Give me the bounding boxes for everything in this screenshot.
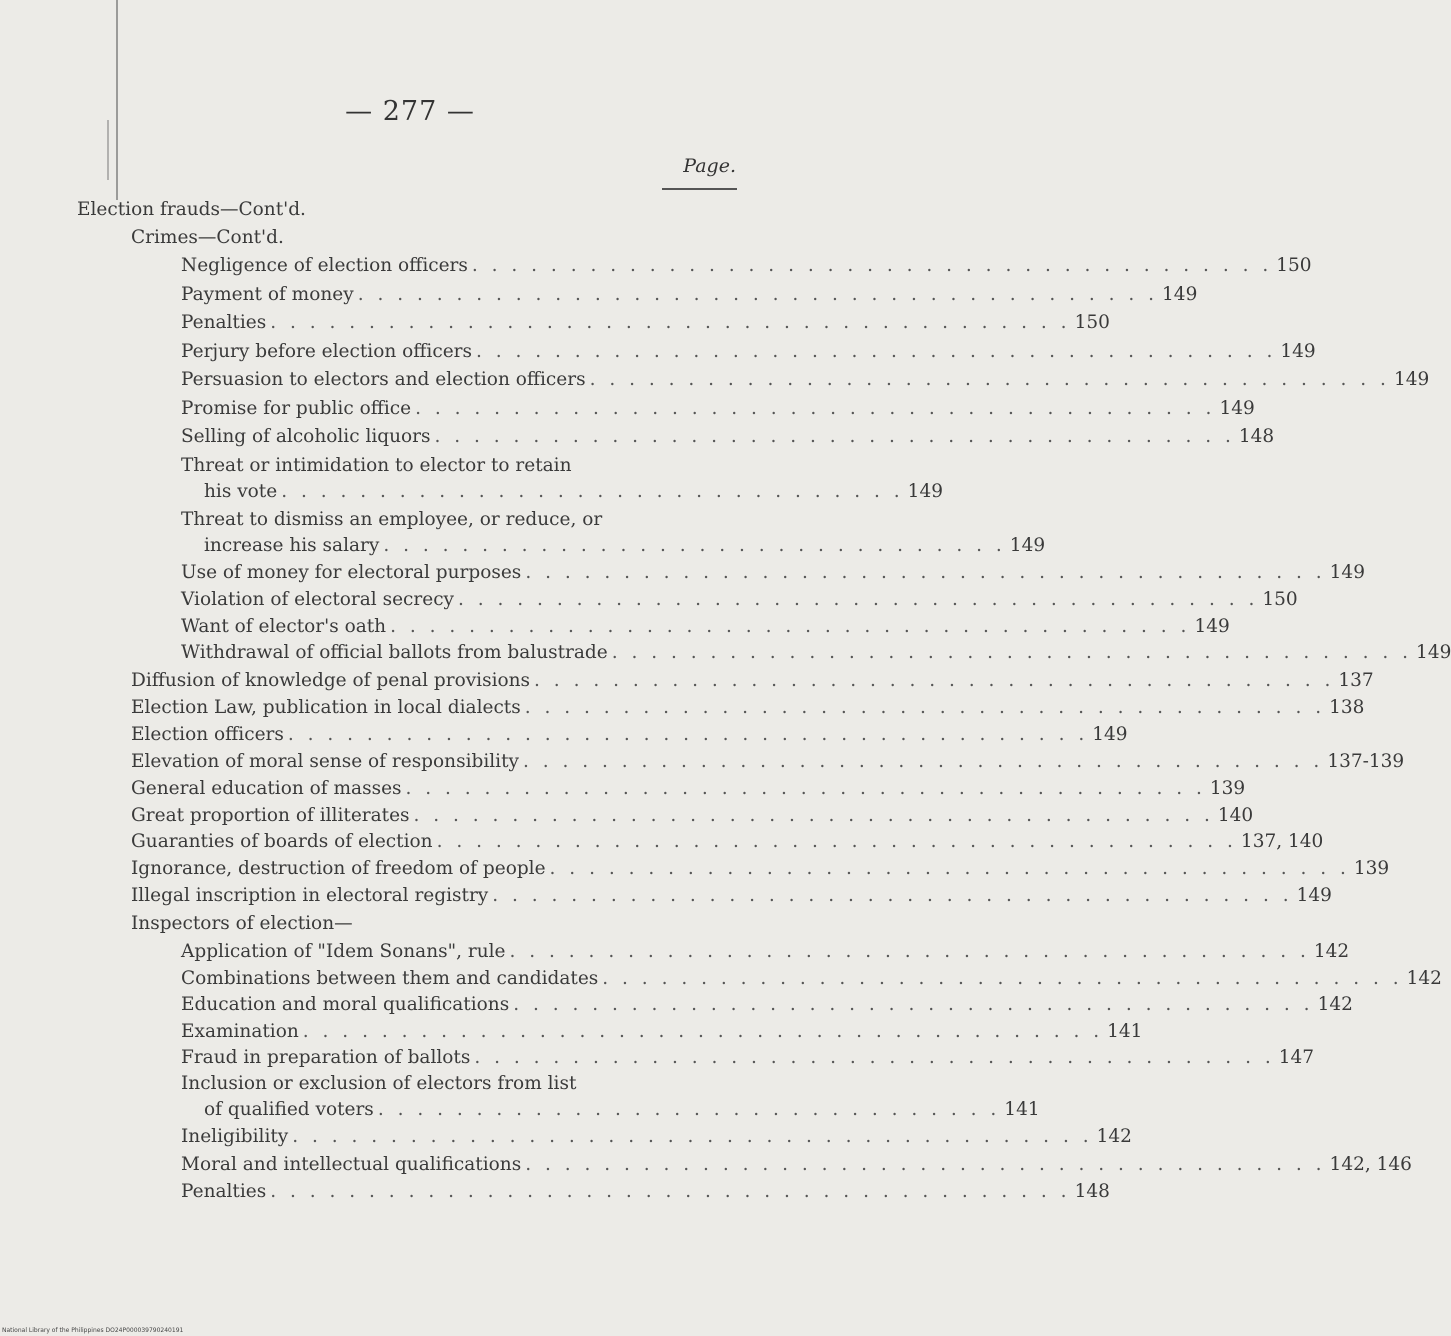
entry-label: Combinations between them and candidates [181,967,599,989]
entry-page: 149 [1162,283,1198,305]
index-entry [131,831,1324,857]
index-entry [204,481,943,507]
index-entry [181,994,1353,1020]
index-entry [131,858,1390,884]
index-entry [181,615,1230,642]
dot-leader: . . . . . . . . . . . . . . . . . . . . . . . . . . . . . . . . . . . . . . . . . [611,642,1413,664]
dot-leader: . . . . . . . . . . . . . . . . . . . . . . . . . . . . . . . . [383,535,1006,556]
entry-page: 148 [1074,1181,1110,1202]
entry-page: 149 [1219,397,1255,419]
entry-label: Penalties [181,1181,267,1202]
dot-leader: . . . . . . . . . . . . . . . . . . . . . . . . . . . . . . . . . . . . . . . . . [434,426,1235,447]
dot-leader: . . . . . . . . . . . . . . . . . . . . . . . . . . . . . . . . . . . . . . . . . [292,1126,1093,1147]
dot-leader: . . . . . . . . . . . . . . . . . . . . . . . . . . . . . . . . . . . . . . . . . [589,369,1390,390]
entry-page: 137, 140 [1240,831,1324,853]
index-entry [131,777,1246,804]
entry-page: 139 [1353,858,1390,880]
margin-mark [107,120,109,180]
entry-page: 148 [1238,426,1275,447]
index-entry [181,941,1350,967]
entry-label: his vote [204,481,278,502]
entry-page: 149 [1329,562,1365,583]
dot-leader: . . . . . . . . . . . . . . . . . . . . . . . . . . . . . . . . . . . . . . . . . [405,777,1206,799]
index-entry [181,369,1430,395]
entry-label: Selling of alcoholic liquors [181,426,431,447]
entry-label: Moral and intellectual qualifications [181,1153,522,1175]
index-entry-line: Inclusion or exclusion of electors from list [181,1073,577,1094]
index-entry [131,696,1365,723]
index-entry [204,535,1046,561]
header-rule [662,188,737,190]
entry-page: 138 [1329,696,1365,718]
entry-page: 150 [1276,255,1312,276]
entry-page: 137 [1338,670,1374,691]
entry-label: Fraud in preparation of ballots [181,1047,471,1069]
entry-label: Election Law, publication in local dialects [131,696,521,718]
entry-label: Diffusion of knowledge of penal provisions [131,670,531,691]
index-entry [181,283,1198,310]
entry-page: 149 [1296,885,1332,907]
index-entry [131,723,1128,750]
index-entry [131,670,1374,696]
dot-leader: . . . . . . . . . . . . . . . . . . . . . . . . . . . . . . . . . . . . . . . . . [525,1153,1326,1175]
entry-page: 142 [1313,941,1350,962]
index-entry [181,397,1255,424]
dot-leader: . . . . . . . . . . . . . . . . . . . . . . . . . . . . . . . . . . . . . . . . . [415,397,1216,419]
index-entry [181,1047,1315,1073]
dot-leader: . . . . . . . . . . . . . . . . . . . . . . . . . . . . . . . . . . . . . . . . . [302,1020,1104,1042]
index-entry [181,1020,1143,1047]
dot-leader: . . . . . . . . . . . . . . . . . . . . . . . . . . . . . . . . . . . . . . . . . [534,670,1335,691]
dot-leader: . . . . . . . . . . . . . . . . . . . . . . . . . . . . . . . . [281,481,904,502]
dot-leader: . . . . . . . . . . . . . . . . . . . . . . . . . . . . . . . . . . . . . . . . . [509,941,1310,962]
entry-label: Payment of money [181,283,354,305]
dot-leader: . . . . . . . . . . . . . . . . . . . . . . . . . . . . . . . . . . . . . . . . . [458,588,1259,610]
entry-page: 149 [907,481,943,502]
index-entry-line: Threat to dismiss an employee, or reduce, or [181,509,603,530]
entry-label: Education and moral qualifications [181,994,510,1016]
page-number: — 277 — [345,96,475,127]
entry-page: 142 [1317,994,1353,1016]
index-entry [181,588,1298,615]
dot-leader: . . . . . . . . . . . . . . . . . . . . . . . . . . . . . . . . . . . . . . . . . [413,804,1214,826]
index-entry [131,750,1405,777]
index-entry [181,312,1110,338]
dot-leader: . . . . . . . . . . . . . . . . . . . . . . . . . . . . . . . . . . . . . . . . . [287,723,1089,745]
entry-page: 149 [1009,535,1046,556]
entry-page: 149 [1280,340,1316,362]
entry-page: 149 [1194,615,1230,637]
dot-leader: . . . . . . . . . . . . . . . . . . . . . . . . . . . . . . . . . . . . . . . . . [474,1047,1275,1069]
entry-page: 142 [1096,1126,1132,1147]
entry-label: Penalties [181,312,267,333]
dot-leader: . . . . . . . . . . . . . . . . . . . . . . . . . . . . . . . . . . . . . . . . . [476,340,1277,362]
entry-label: Persuasion to electors and election officers [181,369,586,390]
entry-label: Elevation of moral sense of responsibility [131,750,519,772]
dot-leader: . . . . . . . . . . . . . . . . . . . . . . . . . . . . . . . . . . . . . . . . . [492,885,1293,907]
entry-label: General education of masses [131,777,402,799]
dot-leader: . . . . . . . . . . . . . . . . . . . . . . . . . . . . . . . . . . . . . . . . . [602,967,1403,989]
index-entry-line: Threat or intimidation to elector to retain [181,455,572,476]
index-entry [181,1181,1110,1207]
entry-page: 137-139 [1327,750,1405,772]
entry-label: Promise for public office [181,397,412,419]
index-entry [131,804,1254,831]
dot-leader: . . . . . . . . . . . . . . . . . . . . . . . . . . . . . . . . . . . . . . . . . [513,994,1314,1016]
entry-label: Ineligibility [181,1126,289,1147]
entry-page: 149 [1416,642,1451,664]
entry-page: 141 [1107,1020,1143,1042]
index-entry [181,967,1442,994]
index-entry [181,1153,1412,1180]
index-heading: Election frauds—Cont'd. [77,199,306,220]
entry-label: Violation of electoral secrecy [181,588,455,610]
index-entry [131,885,1332,911]
entry-label: Use of money for electoral purposes [181,562,522,583]
entry-label: Examination [181,1020,299,1042]
entry-page: 147 [1278,1047,1315,1069]
dot-leader: . . . . . . . . . . . . . . . . . . . . . . . . . . . . . . . . . . . . . . . . . [524,696,1326,718]
entry-label: of qualified voters [204,1099,374,1120]
dot-leader: . . . . . . . . . . . . . . . . . . . . . . . . . . . . . . . . . . . . . . . . . [390,615,1191,637]
entry-label: Want of elector's oath [181,615,387,637]
entry-page: 149 [1092,723,1128,745]
index-subheading: Crimes—Cont'd. [131,227,284,248]
page-column-header: Page. [683,155,736,177]
dot-leader: . . . . . . . . . . . . . . . . . . . . . . . . . . . . . . . . . . . . . . . . . [471,255,1273,276]
footer-credit: National Library of the Philippines DO24P000039790240191 [2,1327,184,1334]
entry-label: increase his salary [204,535,380,556]
index-entry [181,1126,1132,1152]
dot-leader: . . . . . . . . . . . . . . . . . . . . . . . . . . . . . . . . . . . . . . . . . [436,831,1237,853]
entry-label: Negligence of election officers [181,255,468,276]
entry-label: Withdrawal of official ballots from balustrade [181,642,608,664]
dot-leader: . . . . . . . . . . . . . . . . . . . . . . . . . . . . . . . . . . . . . . . . . [522,750,1324,772]
dot-leader: . . . . . . . . . . . . . . . . . . . . . . . . . . . . . . . . . . . . . . . . . [549,858,1350,880]
dot-leader: . . . . . . . . . . . . . . . . . . . . . . . . . . . . . . . . . . . . . . . . . [357,283,1159,305]
dot-leader: . . . . . . . . . . . . . . . . . . . . . . . . . . . . . . . . . . . . . . . . . [525,562,1326,583]
entry-label: Election officers [131,723,284,745]
entry-label: Guaranties of boards of election [131,831,433,853]
entry-label: Great proportion of illiterates [131,804,410,826]
dot-leader: . . . . . . . . . . . . . . . . . . . . . . . . . . . . . . . . [377,1099,1001,1120]
entry-page: 141 [1004,1099,1040,1120]
index-entry [204,1099,1040,1125]
entry-page: 139 [1209,777,1246,799]
dot-leader: . . . . . . . . . . . . . . . . . . . . . . . . . . . . . . . . . . . . . . . . . [270,312,1071,333]
entry-page: 150 [1074,312,1110,333]
entry-page: 149 [1393,369,1430,390]
entry-page: 142 [1406,967,1442,989]
entry-label: Perjury before election officers [181,340,472,362]
entry-label: Application of "Idem Sonans", rule [181,941,506,962]
entry-page: 140 [1217,804,1254,826]
index-entry [181,562,1365,588]
entry-page: 142, 146 [1329,1153,1412,1175]
index-entry [181,426,1275,452]
entry-label: Illegal inscription in electoral registry [131,885,489,907]
index-subheading: Inspectors of election— [131,913,353,934]
index-entry [181,340,1316,367]
index-entry [181,255,1312,281]
entry-page: 150 [1262,588,1298,610]
entry-label: Ignorance, destruction of freedom of people [131,858,546,880]
index-entry [181,642,1451,668]
dot-leader: . . . . . . . . . . . . . . . . . . . . . . . . . . . . . . . . . . . . . . . . . [270,1181,1071,1202]
